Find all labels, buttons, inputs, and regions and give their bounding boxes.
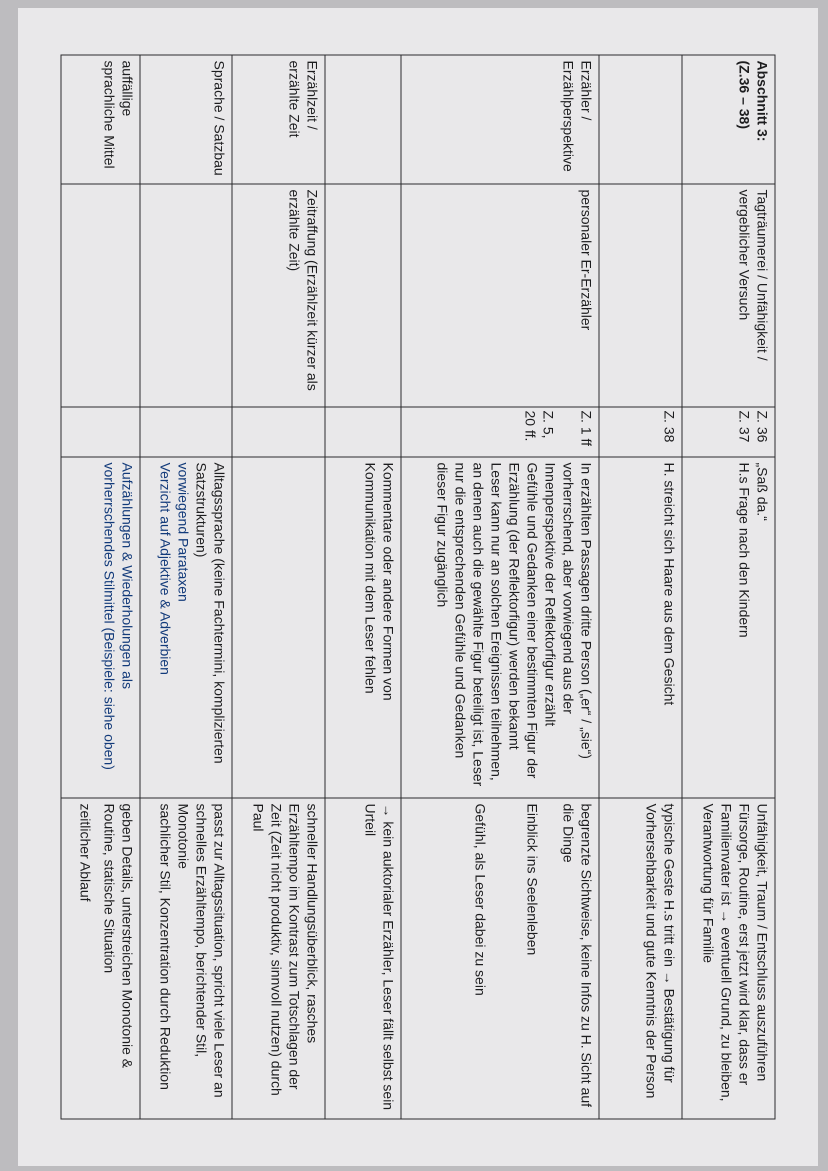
line-ref-1: Z. 1 ff: [578, 410, 595, 447]
cell-gesture-ref: [599, 407, 682, 457]
cell-section-interpretation: [682, 798, 775, 1119]
table-row-commentary: [325, 55, 401, 1119]
cell-narrator-value: [401, 184, 599, 407]
cell-narrator-details: [401, 457, 599, 798]
language-interpretation-1: passt zur Alltagssituation, spricht viele Leser an schnelles Erzähltempo, berichtender Stil, Monotonie: [175, 803, 228, 1098]
line-ref-5-20: Z. 5, 20 ff.: [522, 410, 557, 442]
table-row-time: [232, 55, 325, 1119]
line-ref-36: Z. 36: [754, 410, 771, 443]
cell-empty: [140, 407, 233, 457]
cell-stylistic-label: [61, 55, 140, 184]
time-interpretation: schneller Handlungsüberblick, rasches Erzähltempo im Kontrast zum Totschlagen der Zeit (Zeit nicht produktiv, sinnvoll nutzen) durch Paul: [250, 803, 321, 1096]
section-interpretation: Unfähigkeit, Traum / Entschluss auszuführen Fürsorge, Routine, erst jetzt wird klar, dass er Familienvater ist → eventuell Grund, zu bleiben, Verantwortung für Familie: [700, 803, 771, 1102]
cell-section-label: [682, 55, 775, 184]
cell-empty: [61, 407, 140, 457]
language-label: Sprache / Satzbau: [211, 60, 228, 176]
cell-language-label: [140, 55, 233, 184]
stylistic-label: auffällige sprachliche Mittel: [101, 60, 136, 169]
narrator-value: personaler Er-Erzähler: [578, 189, 595, 331]
language-detail-2: vorwiegend Parataxen: [175, 462, 192, 602]
language-interpretation-2: sachlicher Stil, Konzentration durch Reduktion: [157, 803, 174, 1090]
cell-narrator-interpretation: [401, 798, 599, 1119]
time-value: Zeitraffung (Erzählzeit kürzer als erzählte Zeit): [286, 189, 321, 391]
gesture-quote: H. streicht sich Haare aus dem Gesicht: [661, 462, 678, 706]
cell-narrator-refs: [401, 407, 599, 457]
cell-time-label: [232, 55, 325, 184]
cell-stylistic-interpretation: [61, 798, 140, 1119]
table-row-gesture: [599, 55, 682, 1119]
cell-empty: [232, 407, 325, 457]
cell-commentary-detail: [325, 457, 401, 798]
cell-gesture-interpretation: [599, 798, 682, 1119]
table-row-stylistic: [61, 55, 140, 1119]
narrator-detail-1: In erzählten Passagen dritte Person („er“ / „sie“) vorherrschend, aber vorwiegend aus der Innenperspektive der Reflektorfigur erzählt: [542, 462, 595, 759]
narrator-detail-2: Gefühle und Gedanken einer bestimmten Figur der Erzählung (der Reflektorfigur) werden bekannt: [506, 462, 541, 779]
time-label: Erzählzeit / erzählte Zeit: [286, 60, 321, 138]
cell-section-topic: [682, 184, 775, 407]
rotated-analysis-table-page: [61, 55, 776, 1120]
section-label: Abschnitt 3:: [754, 60, 771, 142]
paper-sheet: [18, 8, 818, 1166]
cell-language-details: [140, 457, 233, 798]
narrator-interpretation-3: Gefühl, als Leser dabei zu sein: [472, 803, 489, 996]
cell-time-interpretation: [232, 798, 325, 1119]
language-detail-1: Alltagssprache (keine Fachtermini, komplizierten Satzstrukturen): [193, 462, 228, 764]
cell-narrator-label: [401, 55, 599, 184]
cell-empty: [599, 55, 682, 184]
stylistic-detail: Aufzählungen & Wiederholungen als vorherrschendes Stilmittel (Beispiele: siehe oben): [101, 462, 136, 770]
language-detail-3: Verzicht auf Adjektive & Adverbien: [157, 462, 174, 675]
commentary-detail: Kommentare oder andere Formen von Kommunikation mit dem Leser fehlen: [362, 462, 397, 701]
cell-section-refs: [682, 407, 775, 457]
gesture-interpretation: typische Geste H.s tritt ein → Bestätigung für Vorhersehbarkeit und gute Kenntnis der Person: [643, 803, 678, 1099]
line-ref-38: Z. 38: [661, 410, 678, 443]
line-ref-37: Z. 37: [736, 410, 753, 443]
cell-time-value: [232, 184, 325, 407]
cell-gesture-quote: [599, 457, 682, 798]
table-row-language: [140, 55, 233, 1119]
analysis-table: [61, 55, 776, 1120]
table-row-narrator: [401, 55, 599, 1119]
narrator-interpretation-1: begrenzte Sichtweise, keine Infos zu H. Sicht auf die Dinge: [560, 803, 595, 1107]
cell-commentary-interpretation: [325, 798, 401, 1119]
table-row-section: [682, 55, 775, 1119]
cell-stylistic-detail: [61, 457, 140, 798]
cell-empty: [325, 55, 401, 184]
section-range: (Z.36 – 38): [736, 60, 753, 129]
commentary-interpretation: → kein auktorialer Erzähler, Leser fällt selbst sein Urteil: [362, 803, 397, 1111]
narrator-interpretation-2: Einblick ins Seelenleben: [524, 803, 541, 956]
cell-empty: [61, 184, 140, 407]
cell-empty: [325, 407, 401, 457]
cell-empty: [325, 184, 401, 407]
quote-sass-da: „Saß da.“: [754, 462, 771, 521]
narrator-label: Erzähler / Erzählperspektive: [560, 60, 595, 172]
quote-children-question: H.s Frage nach den Kindern: [736, 462, 753, 638]
stylistic-interpretation-1: geben Details, unterstreichen Monotonie & Routine, statische Situation: [101, 803, 136, 1069]
cell-empty: [140, 184, 233, 407]
narrator-detail-3: Leser kann nur an solchen Ereignissen teilnehmen, an denen auch die gewählte Figur beteiligt ist, Leser nur die entsprechenden Gefühle und Gedanken dieser Figur zugänglich: [434, 462, 505, 787]
stylistic-interpretation-2: zeitlicher Ablauf: [77, 803, 94, 902]
cell-section-quotes: [682, 457, 775, 798]
cell-empty: [599, 184, 682, 407]
cell-empty: [232, 457, 325, 798]
section-topic: Tagträumerei / Unfähigkeit / vergeblicher Versuch: [736, 189, 771, 361]
cell-language-interpretation: [140, 798, 233, 1119]
